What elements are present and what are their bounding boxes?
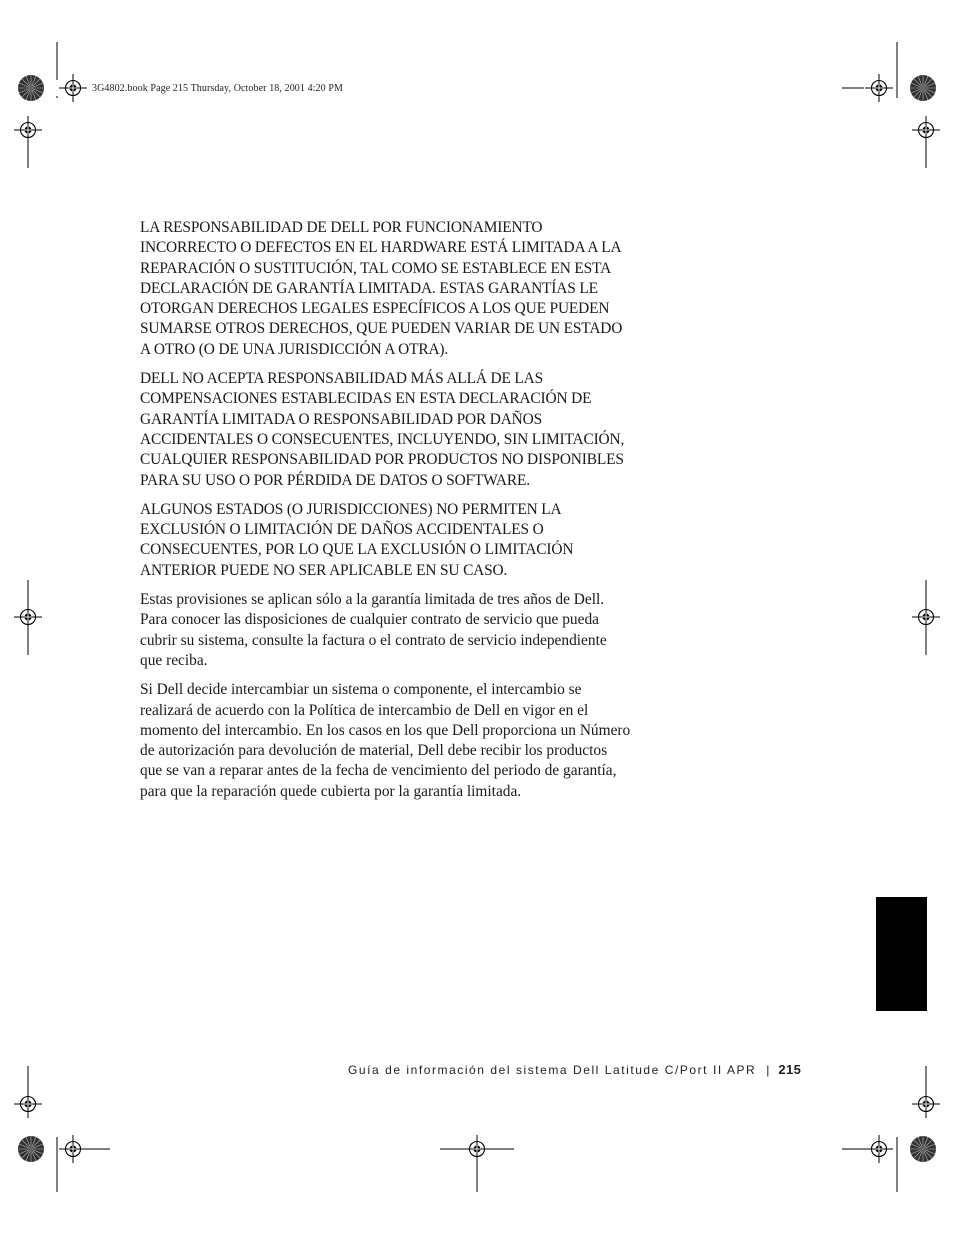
print-slug: 3G4802.book Page 215 Thursday, October 18, 2001 4:20 PM <box>92 83 344 94</box>
paragraph-provisions: Estas provisiones se aplican sólo a la garantía limitada de tres años de Dell. Para conocer las disposiciones de cualquier contrato de servicio que pueda cubrir su sistema, consulte la factura o el contrato de servicio independiente que reciba. <box>140 591 607 669</box>
registration-mark-icon <box>865 1135 893 1163</box>
paragraph-liability: LA RESPONSABILIDAD DE DELL POR FUNCIONAMIENTO INCORRECTO O DEFECTOS EN EL HARDWARE ESTÁ LIMITADA A LA REPARACIÓN O SUSTITUCIÓN, TAL COMO SE ESTABLECE EN ESTA DECLARACIÓN DE GARANTÍA LIMITADA. ESTAS GARANTÍAS LE OTORGAN DERECHOS LEGALES ESPECÍFICOS A LOS QUE PUEDEN SUMARSE OTROS DERECHOS, QUE PUEDEN VARIAR DE UN ESTADO A OTRO (O DE UNA JURISDICCIÓN A OTRA). <box>140 219 623 358</box>
page-number: 215 <box>778 1062 802 1077</box>
paragraph-no-responsibility: DELL NO ACEPTA RESPONSABILIDAD MÁS ALLÁ DE LAS COMPENSACIONES ESTABLECIDAS EN ESTA DECLARACIÓN DE GARANTÍA LIMITADA O RESPONSABILIDAD POR DAÑOS ACCIDENTALES O CONSECUENTES, INCLUYENDO, SIN LIMITACIÓN, CUALQUIER RESPONSABILIDAD POR PRODUCTOS NO DISPONIBLES PARA SU USO O POR PÉRDIDA DE DATOS O SOFTWARE. <box>140 370 625 489</box>
footer-title: Guía de información del sistema Dell Latitude C/Port II APR <box>348 1063 757 1077</box>
paragraph-exchange: Si Dell decide intercambiar un sistema o componente, el intercambio se realizará de acuerdo con la Política de intercambio de Dell en vigor en el momento del intercambio. En los casos en los que Dell proporciona un Número de autorización para devolución de material, Dell debe recibir los productos que se van a reparar antes de la fecha de vencimiento del periodo de garantía, para que la reparación quede cubierta por la garantía limitada. <box>140 681 631 800</box>
starburst-target-icon <box>910 1136 936 1162</box>
footer-separator: | <box>766 1063 770 1077</box>
registration-mark-icon <box>463 1135 491 1163</box>
registration-mark-icon <box>14 603 42 631</box>
page-footer <box>348 1062 838 1077</box>
registration-mark-icon <box>912 603 940 631</box>
starburst-target-icon <box>910 75 936 101</box>
registration-mark-icon <box>14 116 42 144</box>
registration-mark-icon <box>59 1135 87 1163</box>
paragraph-jurisdictions: ALGUNOS ESTADOS (O JURISDICCIONES) NO PERMITEN LA EXCLUSIÓN O LIMITACIÓN DE DAÑOS ACCIDENTALES O CONSECUENTES, POR LO QUE LA EXCLUSIÓN O LIMITACIÓN ANTERIOR PUEDE NO SER APLICABLE EN SU CASO. <box>140 500 574 579</box>
registration-mark-icon <box>912 1090 940 1118</box>
registration-mark-icon <box>14 1090 42 1118</box>
section-thumb-tab <box>876 897 927 1011</box>
starburst-target-icon <box>18 1136 44 1162</box>
page-body <box>140 218 632 811</box>
starburst-target-icon <box>18 75 44 101</box>
registration-mark-icon <box>865 74 893 102</box>
registration-mark-icon <box>59 74 87 102</box>
registration-mark-icon <box>912 116 940 144</box>
